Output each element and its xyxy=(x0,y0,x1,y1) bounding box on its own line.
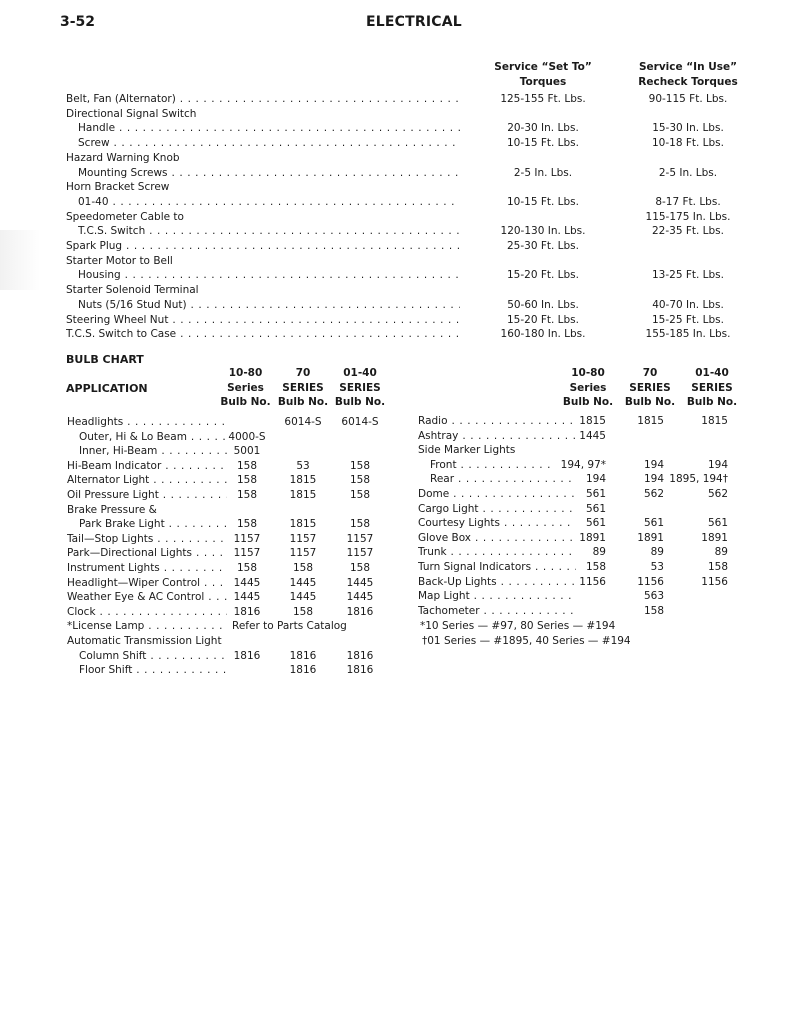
table-row xyxy=(0,151,792,166)
bulb-value: 1816 xyxy=(233,649,261,662)
table-row xyxy=(0,210,792,225)
bulb-value: 89 xyxy=(650,546,664,559)
set-to-header-line: Torques xyxy=(519,76,567,88)
row-label-text: Clock xyxy=(67,605,96,618)
leader-dots xyxy=(168,314,460,326)
bulb-column-header-line: 10-80 xyxy=(571,367,605,379)
bulb-value: 1816 xyxy=(346,649,374,662)
bulb-value: 194 xyxy=(643,458,664,471)
in-use-value: 90-115 Ft. Lbs. xyxy=(648,93,728,105)
bulb-value: 1156 xyxy=(637,575,664,588)
table-row xyxy=(0,224,792,239)
bulb-value: 53 xyxy=(296,459,310,472)
bulb-value: 158 xyxy=(236,474,258,487)
bulb-value: 1891 xyxy=(579,531,606,544)
bulb-value: 158 xyxy=(643,604,664,617)
bulb-value: 1891 xyxy=(701,531,728,544)
bulb-column-header xyxy=(684,366,740,410)
row-label xyxy=(67,634,227,649)
bulb-column-header xyxy=(333,366,387,410)
row-label-text: Tachometer xyxy=(418,604,480,617)
table-row xyxy=(0,502,792,517)
bulb-value: 1445 xyxy=(346,591,374,604)
bulb-value: 158 xyxy=(292,605,314,618)
table-row xyxy=(0,531,792,546)
in-use-value: 22-35 Ft. Lbs. xyxy=(651,225,724,238)
row-label xyxy=(418,604,576,619)
row-label-text: Steering Wheel Nut xyxy=(66,313,169,326)
row-label xyxy=(418,429,576,444)
row-label xyxy=(79,663,227,678)
row-label-text: Automatic Transmission Light xyxy=(67,635,222,647)
leader-dots xyxy=(457,459,554,471)
bulb-column-header-line: Series xyxy=(227,381,264,394)
leader-dots xyxy=(449,488,576,500)
bulb-column-header-line: Bulb No. xyxy=(562,396,614,408)
bulb-value: 4000-S xyxy=(228,430,266,443)
row-label-text: Oil Pressure Light xyxy=(67,489,159,501)
row-label xyxy=(66,313,460,328)
row-label xyxy=(418,502,576,517)
row-label-text: 01-40 xyxy=(78,195,109,208)
row-label xyxy=(418,531,576,546)
table-row xyxy=(0,92,792,107)
bulb-column-header-line: 10-80 xyxy=(228,367,263,379)
table-row xyxy=(0,327,792,342)
in-use-value: 115-175 In. Lbs. xyxy=(645,210,731,223)
bulb-column-header-line: Bulb No. xyxy=(624,396,676,408)
bulb-value: 6014-S xyxy=(341,416,379,428)
leader-dots xyxy=(500,517,576,529)
bulb-value: 561 xyxy=(643,517,664,530)
row-label xyxy=(66,107,460,122)
bulb-column-header-line: Bulb No. xyxy=(277,396,329,408)
row-label xyxy=(418,545,576,560)
row-label-text: Trunk xyxy=(418,546,447,559)
set-to-value: 10-15 Ft. Lbs. xyxy=(506,137,579,150)
row-label-text: Spark Plug xyxy=(66,240,123,252)
bulb-column-header-line: SERIES xyxy=(339,381,381,394)
bulb-value: 1157 xyxy=(233,547,261,560)
bulb-value: 158 xyxy=(585,561,606,573)
bulb-value: 158 xyxy=(236,518,258,531)
leader-dots xyxy=(470,590,576,602)
row-label-text: Starter Solenoid Terminal xyxy=(66,284,199,297)
table-row xyxy=(0,604,792,619)
row-label xyxy=(418,516,576,531)
row-label-text: Horn Bracket Screw xyxy=(66,181,170,194)
table-row xyxy=(0,589,792,604)
bulb-value: 1445 xyxy=(289,591,317,604)
row-label-text: Back-Up Lights xyxy=(418,575,497,588)
set-to-header xyxy=(483,60,603,90)
leader-dots xyxy=(187,299,460,311)
row-label-text: Alternator Light xyxy=(67,474,150,487)
application-header: APPLICATION xyxy=(66,382,148,395)
row-label-text: Park Brake Light xyxy=(79,518,165,531)
bulb-value: 1445 xyxy=(579,429,606,442)
table-row xyxy=(0,429,792,444)
leader-dots xyxy=(168,167,460,179)
leader-dots xyxy=(447,546,576,558)
bulb-value: 1157 xyxy=(289,532,317,545)
bulb-value: 561 xyxy=(585,488,606,500)
bulb-column-header-line: SERIES xyxy=(282,381,324,394)
bulb-value: 1445 xyxy=(233,576,261,589)
footnote: †01 Series — #1895, 40 Series — #194 xyxy=(422,635,631,647)
bulb-value: 1445 xyxy=(289,576,317,589)
bulb-value: 158 xyxy=(236,562,258,574)
row-label-text: Mounting Screws xyxy=(78,166,168,179)
bulb-value: 194 xyxy=(643,473,664,486)
row-label-text: Housing xyxy=(78,269,121,282)
bulb-value: 158 xyxy=(349,562,371,574)
row-label-text: Brake Pressure & xyxy=(67,503,157,516)
table-row xyxy=(0,619,400,634)
leader-dots xyxy=(110,137,460,149)
row-label xyxy=(66,210,460,225)
footnotes xyxy=(420,619,631,649)
table-row xyxy=(0,283,792,298)
bulb-value: 1815 xyxy=(289,474,317,487)
row-label-text: Instrument Lights xyxy=(67,562,160,574)
bulb-value: 562 xyxy=(643,488,664,500)
row-label-text: Hazard Warning Knob xyxy=(66,151,180,164)
leader-dots xyxy=(176,93,460,105)
bulb-value: 563 xyxy=(643,590,664,603)
row-label-text: Glove Box xyxy=(418,531,472,544)
in-use-value: 40-70 In. Lbs. xyxy=(652,298,724,311)
table-row xyxy=(0,313,792,328)
leader-dots xyxy=(471,532,576,544)
table-row xyxy=(0,575,792,590)
row-label-text: Column Shift xyxy=(79,649,147,662)
in-use-header xyxy=(623,60,753,90)
bulb-column-header-line: 01-40 xyxy=(343,367,377,379)
row-label xyxy=(418,560,576,575)
bulb-value: 1816 xyxy=(346,664,374,677)
row-label xyxy=(418,487,576,502)
row-label xyxy=(66,254,460,269)
row-label-text: Headlight—Wiper Control xyxy=(67,576,201,589)
bulb-value: 158 xyxy=(349,459,371,472)
row-label-text: Floor Shift xyxy=(79,664,133,677)
row-label xyxy=(66,92,460,107)
table-row xyxy=(0,166,792,181)
row-label-text: Handle xyxy=(78,122,116,135)
bulb-value: 158 xyxy=(292,562,314,574)
bulb-value: 1816 xyxy=(289,649,317,662)
set-to-value: 20-30 In. Lbs. xyxy=(507,122,579,135)
bulb-value: 1157 xyxy=(289,547,317,560)
bulb-value: 1815 xyxy=(637,415,664,427)
in-use-value: 2-5 In. Lbs. xyxy=(658,166,718,179)
leader-dots xyxy=(497,576,576,588)
bulb-column-header-line: Bulb No. xyxy=(334,396,386,408)
table-row xyxy=(0,560,792,575)
row-label-text: Ashtray xyxy=(418,429,459,442)
set-to-value: 25-30 Ft. Lbs. xyxy=(506,240,579,252)
leader-dots xyxy=(146,650,227,662)
table-row xyxy=(0,443,792,458)
in-use-value: 13-25 Ft. Lbs. xyxy=(651,269,724,282)
bulb-column-header xyxy=(218,366,273,410)
row-label-text: Cargo Light xyxy=(418,502,479,515)
row-label xyxy=(78,195,460,210)
table-row xyxy=(0,136,792,151)
in-use-value: 155-185 In. Lbs. xyxy=(645,328,731,341)
row-label-text: Hi-Beam Indicator xyxy=(67,459,162,472)
set-to-header-line: Service “Set To” xyxy=(494,61,592,73)
row-label-text: *License Lamp xyxy=(67,620,145,633)
set-to-value: 125-155 Ft. Lbs. xyxy=(500,93,586,105)
bulb-value: 194, 97* xyxy=(560,458,606,471)
row-label xyxy=(418,414,576,429)
footnote: *10 Series — #97, 80 Series — #194 xyxy=(420,620,616,632)
row-label-text: Weather Eye & AC Control xyxy=(67,591,205,604)
row-label xyxy=(78,166,460,181)
bulb-value: 1156 xyxy=(701,575,728,588)
bulb-value: 5001 xyxy=(233,445,261,458)
leader-dots xyxy=(458,430,576,442)
table-row xyxy=(0,516,792,531)
table-row xyxy=(0,649,400,664)
row-label-text: Headlights xyxy=(67,416,124,428)
leader-dots xyxy=(479,503,576,515)
row-label xyxy=(418,575,576,590)
bulb-column-header-line: SERIES xyxy=(629,381,671,394)
bulb-value: 158 xyxy=(349,474,371,487)
row-label xyxy=(66,151,460,166)
leader-dots xyxy=(531,561,576,573)
bulb-value: 89 xyxy=(714,546,728,559)
leader-dots xyxy=(145,225,460,237)
bulb-column-header-line: Bulb No. xyxy=(686,396,738,408)
set-to-value: 120-130 In. Lbs. xyxy=(500,225,586,238)
bulb-value: 1816 xyxy=(289,664,317,677)
row-label-text: Belt, Fan (Alternator) xyxy=(66,93,176,105)
bulb-chart-title: BULB CHART xyxy=(66,353,144,366)
bulb-value-note: Refer to Parts Catalog xyxy=(232,620,347,633)
table-row xyxy=(0,107,792,122)
bulb-value: 158 xyxy=(349,489,371,501)
row-label-text: Speedometer Cable to xyxy=(66,210,184,223)
leader-dots xyxy=(454,473,576,485)
bulb-value: 1815 xyxy=(701,415,728,427)
set-to-value: 15-20 Ft. Lbs. xyxy=(506,313,579,326)
bulb-value: 158 xyxy=(236,459,258,472)
bulb-value: 158 xyxy=(707,561,728,573)
bulb-value: 194 xyxy=(585,473,606,486)
bulb-value: 89 xyxy=(592,546,606,559)
bulb-value: 158 xyxy=(236,489,258,501)
row-label xyxy=(418,443,576,458)
bulb-value: 1816 xyxy=(233,605,261,618)
section-title: ELECTRICAL xyxy=(366,14,462,30)
row-label xyxy=(66,327,460,342)
bulb-value: 158 xyxy=(349,518,371,531)
row-label xyxy=(67,619,227,634)
table-row xyxy=(0,121,792,136)
bulb-column-header-line: 70 xyxy=(295,367,311,379)
bulb-value: 1816 xyxy=(346,605,374,618)
bulb-value: 562 xyxy=(707,488,728,500)
leader-dots xyxy=(132,664,227,676)
bulb-value: 1445 xyxy=(233,591,261,604)
row-label-text: Starter Motor to Bell xyxy=(66,254,173,267)
bulb-column-header xyxy=(562,366,614,410)
in-use-header-line: Recheck Torques xyxy=(638,76,738,88)
bulb-column-header xyxy=(277,366,329,410)
table-row xyxy=(0,239,792,254)
leader-dots xyxy=(448,415,576,427)
bulb-column-header-line: Bulb No. xyxy=(220,396,271,408)
set-to-value: 50-60 In. Lbs. xyxy=(507,298,579,311)
bulb-value: 1157 xyxy=(346,547,374,560)
row-label-text: Park—Directional Lights xyxy=(67,547,192,560)
row-label-text: T.C.S. Switch xyxy=(78,225,146,238)
leader-dots xyxy=(122,240,460,252)
set-to-value: 10-15 Ft. Lbs. xyxy=(506,195,579,208)
row-label-text: T.C.S. Switch to Case xyxy=(66,328,177,341)
table-row xyxy=(0,254,792,269)
bulb-column-header-line: 01-40 xyxy=(695,367,729,379)
page-number: 3-52 xyxy=(60,14,96,30)
bulb-value: 1157 xyxy=(346,532,374,545)
leader-dots xyxy=(480,605,576,617)
row-label xyxy=(430,458,554,473)
table-row xyxy=(0,663,400,678)
table-row xyxy=(0,487,792,502)
row-label xyxy=(78,136,460,151)
leader-dots xyxy=(176,328,460,340)
bulb-column-header-line: SERIES xyxy=(691,381,733,394)
row-label-text: Turn Signal Indicators xyxy=(418,561,532,573)
row-label xyxy=(79,649,227,664)
bulb-value: 1891 xyxy=(637,531,664,544)
row-label-text: Map Light xyxy=(418,590,470,603)
bulb-value: 1815 xyxy=(289,489,317,501)
row-label-text: Side Marker Lights xyxy=(418,444,516,457)
in-use-value: 10-18 Ft. Lbs. xyxy=(651,137,724,150)
table-row xyxy=(0,545,792,560)
in-use-header-line: Service “In Use” xyxy=(638,61,738,73)
row-label xyxy=(418,589,576,604)
row-label-text: Inner, Hi-Beam xyxy=(79,445,158,458)
bulb-column-header-line: 70 xyxy=(642,367,658,379)
bulb-value: 561 xyxy=(585,517,606,530)
set-to-value: 15-20 Ft. Lbs. xyxy=(506,269,579,282)
bulb-value: 1895, 194† xyxy=(669,473,728,486)
bulb-value: 1815 xyxy=(579,415,606,427)
table-row xyxy=(0,634,400,649)
table-row xyxy=(0,414,792,429)
row-label xyxy=(78,268,460,283)
row-label xyxy=(66,283,460,298)
bulb-value: 561 xyxy=(707,517,728,530)
row-label xyxy=(66,239,460,254)
table-row xyxy=(0,180,792,195)
row-label-text: Front xyxy=(430,458,457,471)
in-use-value: 15-30 In. Lbs. xyxy=(652,122,724,135)
set-to-value: 2-5 In. Lbs. xyxy=(513,166,573,179)
row-label-text: Tail—Stop Lights xyxy=(67,532,154,545)
row-label-text: Directional Signal Switch xyxy=(66,107,197,120)
in-use-value: 15-25 Ft. Lbs. xyxy=(651,313,724,326)
row-label-text: Courtesy Lights xyxy=(418,517,501,530)
row-label xyxy=(78,121,460,136)
bulb-value: 1156 xyxy=(579,575,606,588)
bulb-value: 1157 xyxy=(233,532,261,545)
bulb-value: 6014-S xyxy=(284,416,322,428)
row-label-text: Screw xyxy=(78,137,110,150)
bulb-value: 1815 xyxy=(289,518,317,531)
bulb-column-header-line: Series xyxy=(569,381,607,394)
bulb-value: 194 xyxy=(707,458,728,471)
row-label-text: Radio xyxy=(418,415,448,427)
leader-dots xyxy=(121,269,460,281)
row-label xyxy=(78,298,460,313)
leader-dots xyxy=(109,196,460,208)
table-row xyxy=(0,195,792,210)
leader-dots xyxy=(115,122,460,134)
table-row xyxy=(0,472,792,487)
bulb-column-header xyxy=(624,366,676,410)
row-label xyxy=(430,472,576,487)
table-row xyxy=(0,298,792,313)
row-label xyxy=(78,224,460,239)
row-label-text: Dome xyxy=(418,488,450,500)
row-label xyxy=(66,180,460,195)
leader-dots xyxy=(144,620,227,632)
bulb-value: 1445 xyxy=(346,576,374,589)
bulb-value: 561 xyxy=(585,502,606,515)
table-row xyxy=(0,458,792,473)
table-row xyxy=(0,268,792,283)
in-use-value: 8-17 Ft. Lbs. xyxy=(655,195,721,208)
row-label-text: Nuts (5/16 Stud Nut) xyxy=(78,298,187,311)
row-label-text: Rear xyxy=(430,473,455,486)
set-to-value: 160-180 In. Lbs. xyxy=(500,328,586,341)
row-label-text: Outer, Hi & Lo Beam xyxy=(79,430,187,443)
bulb-value: 53 xyxy=(650,561,664,573)
